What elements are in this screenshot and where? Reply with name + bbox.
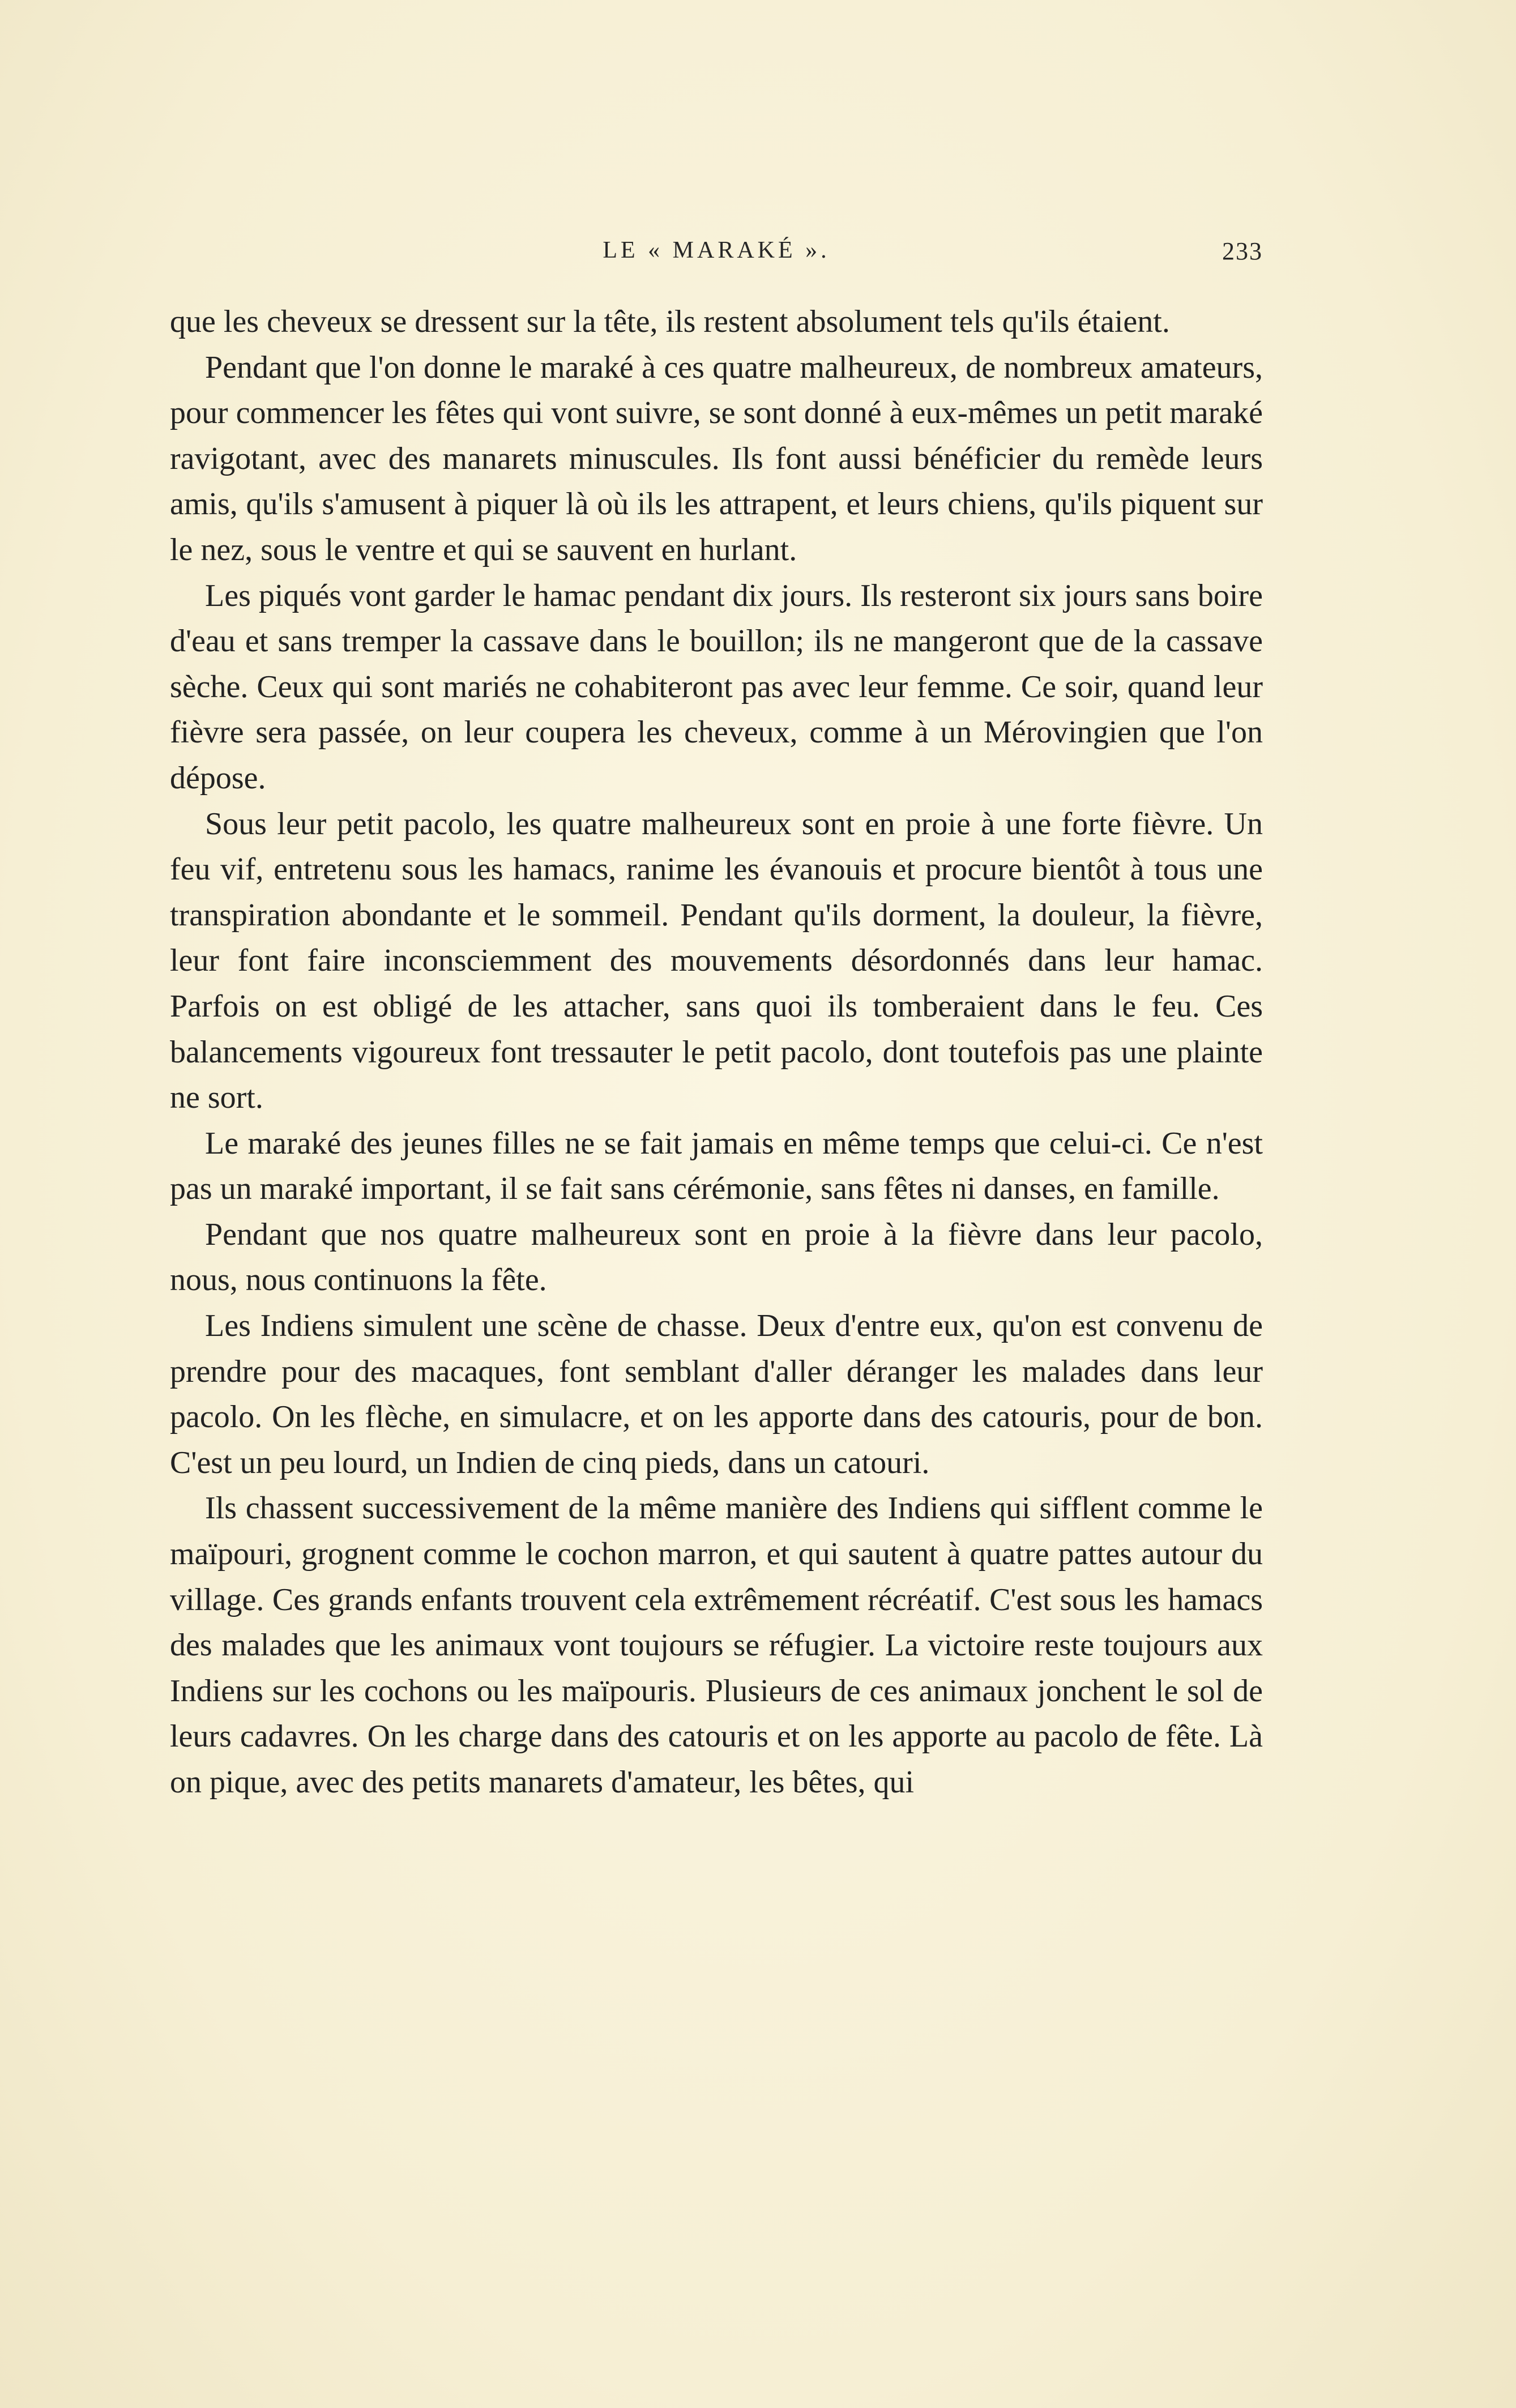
paragraph: Le maraké des jeunes filles ne se fait jamais en même temps que celui-ci. Ce n'est pas un maraké important, il se fait sans cérémonie, sans fêtes ni danses, en famille. [170,1125,1263,1207]
paragraph-continuation: que les cheveux se dressent sur la tête, ils restent absolument tels qu'ils étaient. [170,304,1170,339]
paragraph: Sous leur petit pacolo, les quatre malheureux sont en proie à une forte fièvre. Un feu vif, entretenu sous les hamacs, ranime les évanouis et procure bientôt à tous une transpiration abondante et le sommeil. Pendant qu'ils dorment, la douleur, la fièvre, leur font faire inconsciemment des mouvements désordonnés dans leur hamac. Parfois on est obligé de les attacher, sans quoi ils tomberaient dans le feu. Ces balancements vigoureux font tressauter le petit pacolo, dont toutefois pas une plainte ne sort. [170,806,1263,1116]
page-header [170,237,1263,276]
body-text [170,299,1263,1805]
running-title: LE « MARAKÉ ». [603,237,830,263]
paragraph: Pendant que nos quatre malheureux sont en proie à la fièvre dans leur pacolo, nous, nous continuons la fête. [170,1216,1263,1298]
page-number: 233 [1222,237,1263,265]
paragraph: Les piqués vont garder le hamac pendant dix jours. Ils resteront six jours sans boire d'eau et sans tremper la cassave dans le bouillon; ils ne mangeront que de la cassave sèche. Ceux qui sont mariés ne cohabiteront pas avec leur femme. Ce soir, quand leur fièvre sera passée, on leur coupera les cheveux, comme à un Mérovingien que l'on dépose. [170,578,1263,796]
paragraph: Les Indiens simulent une scène de chasse. Deux d'entre eux, qu'on est convenu de prendre pour des macaques, font semblant d'aller déranger les malades dans leur pacolo. On les flèche, en simulacre, et on les apporte dans des catouris, pour de bon. C'est un peu lourd, un Indien de cinq pieds, dans un catouri. [170,1308,1263,1480]
paragraph: Pendant que l'on donne le maraké à ces quatre malheureux, de nombreux amateurs, pour commencer les fêtes qui vont suivre, se sont donné à eux-mêmes un petit maraké ravigotant, avec des manarets minuscules. Ils font aussi bénéficier du remède leurs amis, qu'ils s'amusent à piquer là où ils les attrapent, et leurs chiens, qu'ils piquent sur le nez, sous le ventre et qui se sauvent en hurlant. [170,349,1263,567]
paragraph: Ils chassent successivement de la même manière des Indiens qui sifflent comme le maïpouri, grognent comme le cochon marron, et qui sautent à quatre pattes autour du village. Ces grands enfants trouvent cela extrêmement récréatif. C'est sous les hamacs des malades que les animaux vont toujours se réfugier. La victoire reste toujours aux Indiens sur les cochons ou les maïpouris. Plusieurs de ces animaux jonchent le sol de leurs cadavres. On les charge dans des catouris et on les apporte au pacolo de fête. Là on pique, avec des petits manarets d'amateur, les bêtes, qui [170,1491,1263,1800]
